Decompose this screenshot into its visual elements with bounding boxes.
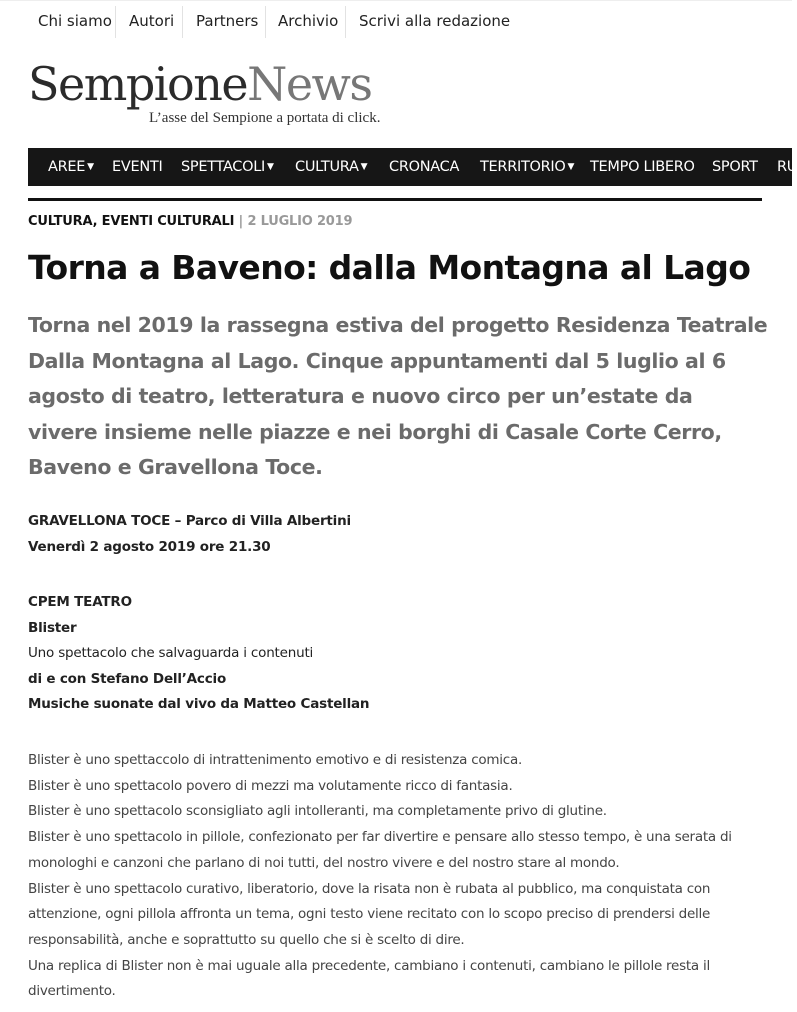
caret-down-icon: ▼	[267, 162, 274, 172]
article-meta	[28, 214, 352, 229]
category-comma: ,	[92, 214, 98, 229]
show-author: di e con Stefano Dell’Accio	[28, 670, 227, 687]
show-subtitle: Uno spettacolo che salvaguarda i contenuti	[28, 645, 314, 661]
body-paragraph: Blister è uno spettacolo sconsigliato agli intolleranti, ma completamente privo di glutine.	[28, 803, 607, 820]
logo-news: News	[247, 57, 372, 111]
event-info	[28, 509, 351, 560]
nav-tempo-libero[interactable]	[590, 148, 695, 186]
nav-tempo-libero-label: TEMPO LIBERO	[590, 159, 695, 175]
body-paragraph: Blister è uno spettacolo curativo, liberatorio, dove la risata non è rubata al pubblico, ma conquistata con attenzione, ogni pillola affronta un tema, ogni testo viene recitato con lo scopo preciso di prendersi delle responsabilità, anche e soprattutto su quello che si è scelto di dire.	[28, 880, 711, 948]
logo-wordmark	[28, 58, 372, 110]
body-paragraph: Una replica di Blister non è mai uguale alla precedente, cambiano i contenuti, cambiano le pillole resta il divertimento.	[28, 957, 710, 1000]
logo-sempione: Sempione	[28, 57, 248, 111]
show-music: Musiche suonate dal vivo da Matteo Castellan	[28, 696, 370, 712]
nav-sport[interactable]	[712, 148, 758, 186]
topnav-archivio[interactable]: Archivio	[278, 12, 339, 30]
date-separator: |	[234, 214, 248, 229]
topnav-divider	[265, 6, 266, 38]
topnav-autori[interactable]: Autori	[129, 12, 175, 30]
topnav-divider	[115, 6, 116, 38]
site-logo[interactable]	[28, 57, 381, 126]
body-paragraph: Blister è uno spettacolo in pillole, confezionato per far divertire e pensare allo stesso tempo, è una serata di monologhi e canzoni che parlano di noi tutti, del nostro vivere e del nostro stare al mondo.	[28, 829, 732, 871]
top-navigation	[0, 0, 792, 42]
nav-aree-label: AREE	[48, 159, 86, 175]
header-divider	[28, 198, 762, 201]
nav-cultura-label: CULTURA	[295, 159, 359, 175]
topnav-partners[interactable]: Partners	[196, 12, 259, 30]
caret-down-icon: ▼	[87, 162, 94, 172]
nav-ru-label: RU	[777, 159, 797, 175]
topnav-scrivi-redazione[interactable]: Scrivi alla redazione	[359, 12, 511, 30]
nav-cultura[interactable]	[295, 148, 367, 186]
nav-territorio-label: TERRITORIO	[480, 159, 566, 175]
nav-spettacoli-label: SPETTACOLI	[181, 159, 266, 175]
body-paragraph: Blister è uno spettacolo povero di mezzi ma volutamente ricco di fantasia.	[28, 777, 513, 794]
event-datetime: Venerdì 2 agosto 2019 ore 21.30	[28, 538, 271, 555]
caret-down-icon: ▼	[567, 162, 575, 172]
nav-cronaca[interactable]	[389, 148, 459, 186]
article-title: Torna a Baveno: dalla Montagna al Lago	[28, 248, 751, 287]
nav-eventi-label: EVENTI	[112, 159, 163, 175]
event-location: GRAVELLONA TOCE – Parco di Villa Albertini	[28, 513, 351, 529]
logo-tagline: L’asse del Sempione a portata di click.	[149, 110, 381, 126]
article-body	[28, 748, 768, 1005]
category-link-eventi-culturali[interactable]: EVENTI CULTURALI	[101, 214, 235, 229]
nav-eventi[interactable]	[112, 148, 162, 186]
topnav-divider	[345, 6, 346, 38]
topnav-divider	[182, 6, 183, 38]
article-date: 2 LUGLIO 2019	[247, 214, 353, 229]
nav-ru[interactable]	[777, 148, 797, 186]
nav-cronaca-label: CRONACA	[389, 159, 460, 175]
nav-spettacoli[interactable]	[181, 148, 274, 186]
main-navigation	[28, 148, 797, 186]
show-info	[28, 590, 369, 718]
show-title: Blister	[28, 619, 77, 636]
body-paragraph: Blister è uno spettaccolo di intrattenimento emotivo e di resistenza comica.	[28, 752, 523, 768]
nav-aree[interactable]	[48, 148, 94, 186]
nav-territorio[interactable]	[480, 148, 574, 186]
article-lead: Torna nel 2019 la rassegna estiva del progetto Residenza Teatrale Dalla Montagna al Lago. Cinque appuntamenti dal 5 luglio al 6 agosto di teatro, letteratura e nuovo circo per un’estate da vivere insieme nelle piazze e nei borghi di Casale Corte Cerro, Baveno e Gravellona Toce.	[28, 313, 768, 479]
caret-down-icon: ▼	[360, 162, 368, 172]
nav-sport-label: SPORT	[712, 159, 758, 175]
topnav-chi-siamo[interactable]: Chi siamo	[38, 12, 112, 30]
category-link-cultura[interactable]: CULTURA	[28, 214, 93, 229]
show-company: CPEM TEATRO	[28, 594, 132, 610]
